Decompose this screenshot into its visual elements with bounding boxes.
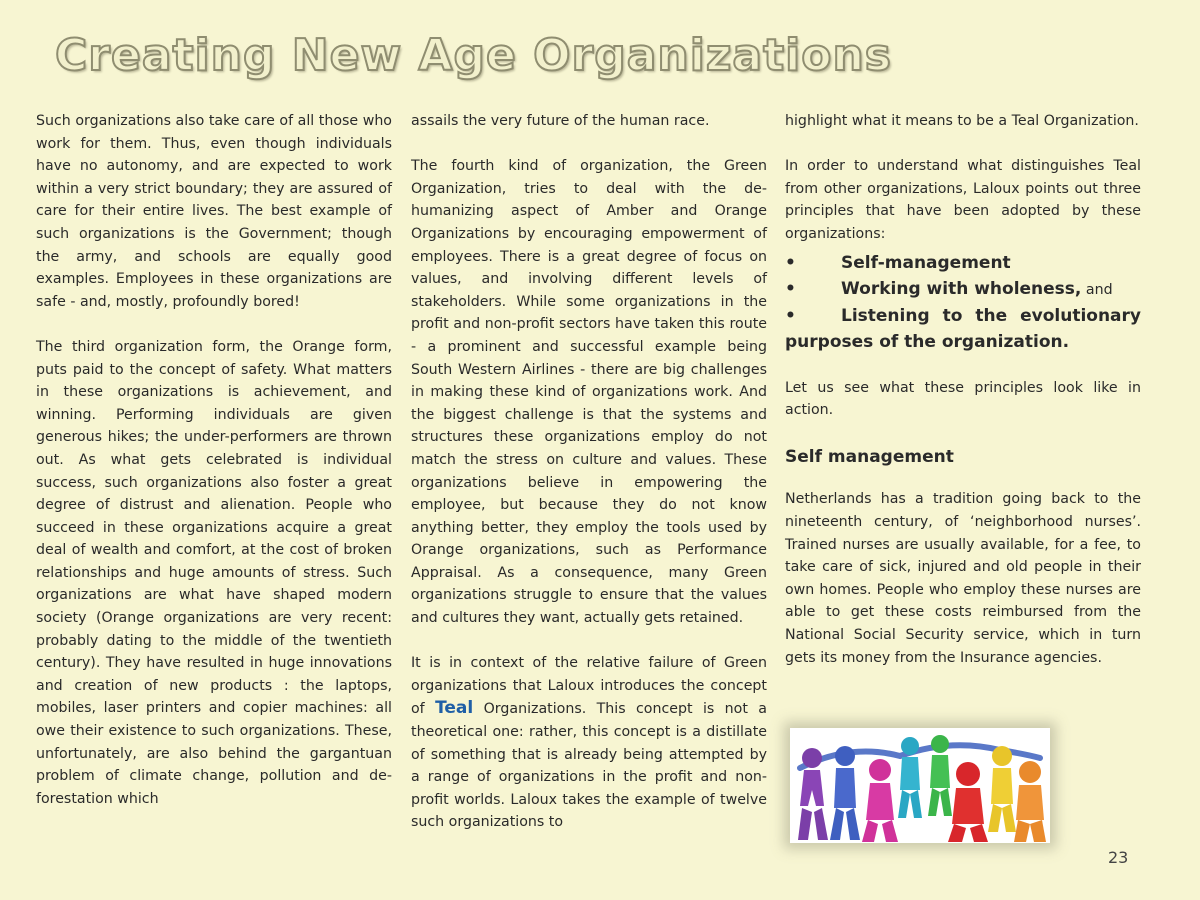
paragraph-text: It is in context of the relative failure of Green organizations that Laloux introduces the concept of: [411, 655, 767, 718]
paragraph-teal-intro: [411, 652, 767, 834]
figure-green: [928, 735, 952, 816]
page-number: 23: [1108, 848, 1129, 867]
paragraph-text: Organizations. This concept is not a theoretical one: rather, this concept is a distillate of something that is already being attempted by a range of organizations in the profit and non-profit worlds. Laloux takes the example of twelve such organizations to: [411, 701, 767, 831]
figure-blue: [830, 746, 860, 840]
bullet-text: Listening to the evolutionary: [841, 305, 1141, 326]
figure-yellow: [988, 746, 1016, 832]
principles-list: [785, 250, 1141, 329]
paragraph: highlight what it means to be a Teal Organization.: [785, 113, 1139, 129]
figure-magenta: [862, 759, 898, 842]
text-column-3: [785, 110, 1141, 692]
paragraph: assails the very future of the human race.: [411, 113, 710, 129]
section-heading: Self management: [785, 447, 954, 468]
figure-purple: [798, 748, 828, 840]
bullet-tail: and: [1081, 281, 1113, 298]
teamwork-figures-image: [790, 728, 1050, 843]
bullet-text: Self-management: [841, 252, 1011, 273]
list-item: [785, 276, 1141, 303]
paragraph: The fourth kind of organization, the Green Organization, tries to deal with the de-humanizing aspect of Amber and Orange Organizations by encouraging empowerment of employees. There is a great degree of focus on values, and involving different levels of stakeholders. While some organizations in the profit and non-profit sectors have taken this route - a prominent and successful example being South Western Airlines - there are big challenges in making these kind of organizations work. And the biggest challenge is that the systems and structures these organizations employ do not match the stress on culture and values. These organizations believe in empowering the employee, but because they do not know anything better, they employ the tools used by Orange organizations, such as Performance Appraisal. As a consequence, many Green organizations struggle to ensure that the values and cultures they want, actually gets retained.: [411, 158, 767, 627]
figure-orange: [1014, 761, 1046, 842]
bullet-continuation: purposes of the organization.: [785, 331, 1070, 352]
teal-highlight: Teal: [435, 698, 474, 719]
list-item: [785, 303, 1141, 329]
figure-red: [948, 762, 988, 842]
paragraph: Let us see what these principles look like in action.: [785, 379, 1141, 419]
paragraph: Netherlands has a tradition going back to the nineteenth century, of ‘neighborhood nurses’. Trained nurses are usually available, for a fee, to take care of sick, injured and old people in their own homes. People who employ these nurses are able to get these costs reimbursed from the National Social Security service, which in turn gets its money from the Insurance agencies.: [785, 491, 1141, 666]
paragraph: Such organizations also take care of all those who work for them. Thus, even though individuals have no autonomy, and are expected to work within a very strict boundary; they are assured of care for their entire lives. The best example of such organizations is the Government; though the army, and schools are equally good examples. Employees in these organizations are safe - and, mostly, profoundly bored!: [36, 113, 392, 310]
paragraph: The third organization form, the Orange form, puts paid to the concept of safety. What matters in these organizations is achievement, and winning. Performing individuals are given generous hikes; the under-performers are thrown out. As what gets celebrated is individual success, such organizations also foster a great degree of distrust and alienation. People who succeed in these organizations acquire a great deal of wealth and comfort, at the cost of broken relationships and huge amounts of stress. Such organizations are what have shaped modern society (Orange organizations are very recent: probably dating to the middle of the twentieth century). They have resulted in huge innovations and creation of new products : the laptops, mobiles, laser printers and copier machines: all owe their existence to such organizations. These, unfortunately, are also behind the gargantuan problem of climate change, pollution and de-forestation which: [36, 338, 392, 807]
bullet-text: Working with wholeness,: [841, 278, 1082, 299]
figure-cyan: [898, 737, 922, 818]
text-column-2: [411, 110, 767, 857]
list-item: [785, 250, 1141, 276]
page-title: Creating New Age Organizations: [55, 30, 892, 81]
people-holding-hands-illustration: [790, 728, 1050, 843]
text-column-1: [36, 110, 392, 833]
paragraph: In order to understand what distinguishes Teal from other organizations, Laloux points out three principles that have been adopted by these organizations:: [785, 158, 1141, 242]
